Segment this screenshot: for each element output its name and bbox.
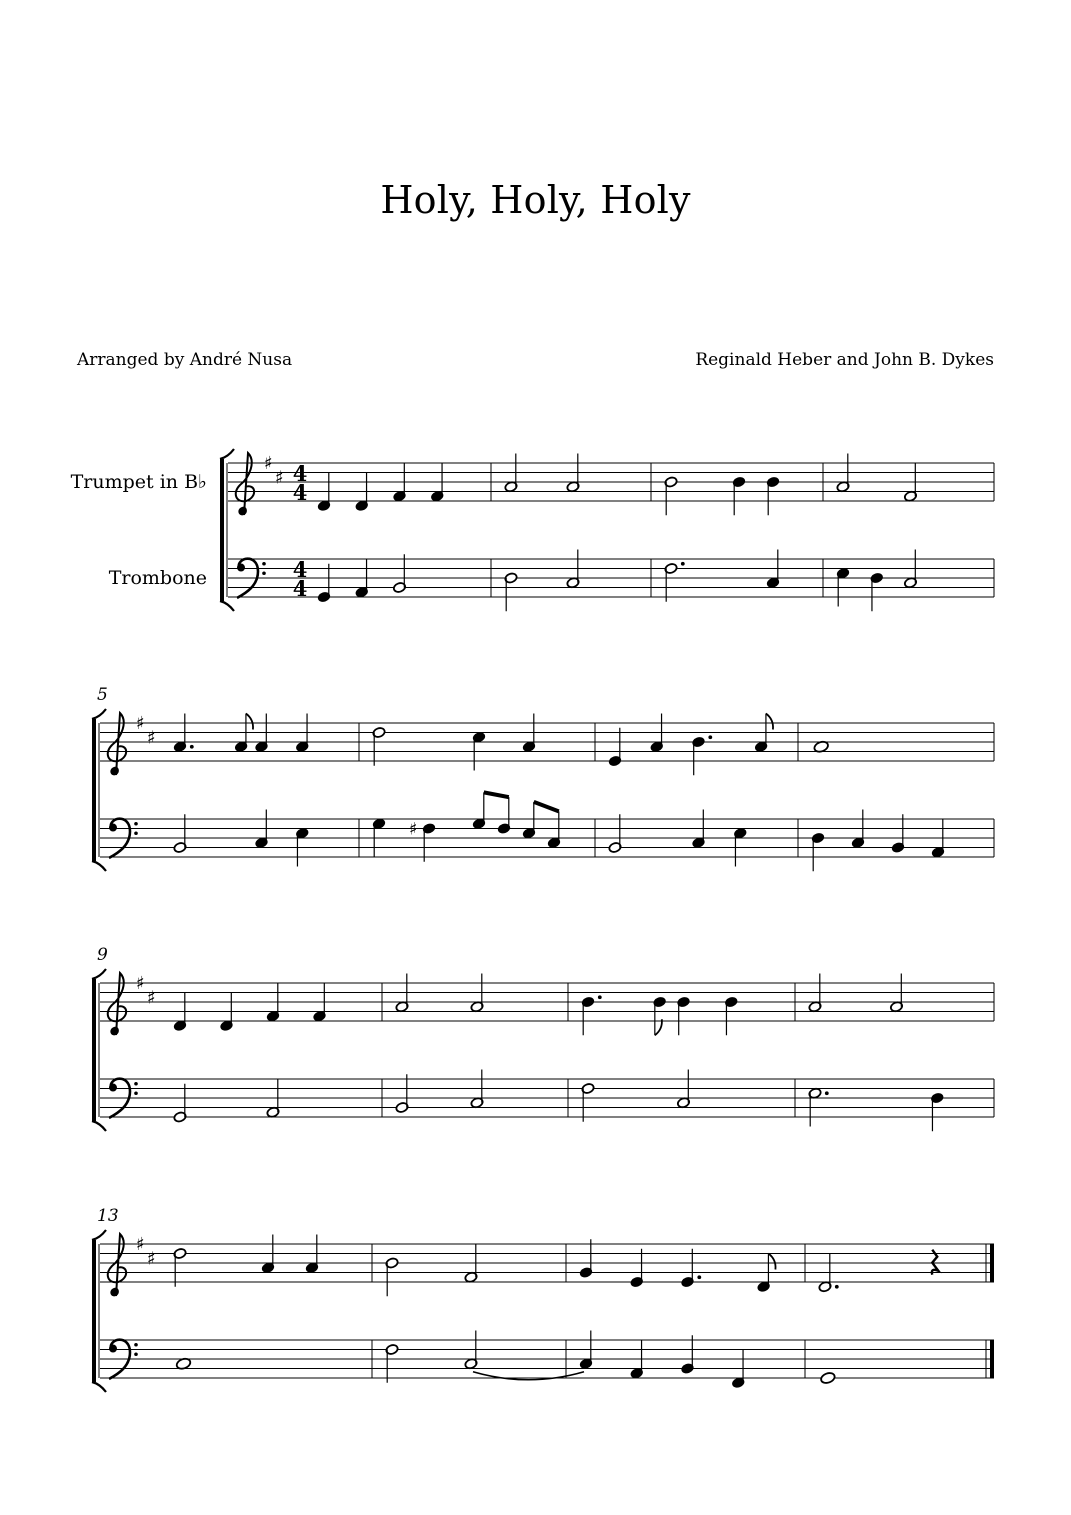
system-bracket-top [220, 449, 234, 459]
treble-clef-icon [108, 973, 126, 1035]
bass-clef-dot [134, 1091, 138, 1095]
system-bracket-top [92, 1230, 106, 1240]
treble-clef-body [108, 1234, 126, 1296]
treble-clef-body [108, 713, 126, 775]
note-flag [246, 714, 253, 730]
treble-clef-tail [110, 1027, 119, 1036]
system-bracket-bottom [92, 1382, 106, 1392]
bass-clef-dot [134, 1082, 138, 1086]
sharp-icon: ♯ [147, 727, 156, 749]
augmentation-dot [598, 995, 602, 999]
note-beam [534, 802, 559, 812]
augmentation-dot [697, 1275, 701, 1279]
system-bracket-top [92, 969, 106, 979]
system-bracket-bottom [92, 1121, 106, 1131]
measure-number: 9 [97, 945, 108, 965]
treble-clef-tail [238, 507, 247, 516]
sharp-icon: ♯ [136, 713, 145, 734]
note-flag [766, 714, 773, 730]
notation [92, 449, 994, 1392]
bass-clef-dot [134, 822, 138, 826]
system-bracket-bottom [220, 601, 234, 611]
bass-clef-dot [134, 1352, 138, 1356]
system-bracket-bottom [92, 861, 106, 871]
treble-clef-tail [110, 1288, 119, 1297]
sharp-icon: ♯ [147, 987, 156, 1009]
measure-number: 13 [97, 1206, 119, 1226]
bass-clef-dot [134, 1343, 138, 1347]
note-flag [768, 1254, 775, 1270]
treble-clef-tail [110, 767, 119, 776]
bass-clef-dot [262, 562, 266, 566]
instrument-label-trumpet: Trumpet in B♭ [70, 471, 207, 493]
augmentation-dot [825, 1091, 829, 1095]
sharp-icon: ♯ [264, 453, 273, 474]
note-beam [484, 792, 509, 797]
sharp-icon: ♯ [275, 467, 284, 489]
treble-clef-icon [108, 713, 126, 775]
treble-clef-body [236, 453, 254, 515]
arranger-credit: Arranged by André Nusa [77, 350, 293, 370]
bass-clef-dot [134, 831, 138, 835]
augmentation-dot [681, 562, 685, 566]
time-signature-numerator: 4 [292, 557, 308, 582]
measure-number: 5 [97, 685, 108, 705]
tie-curve [473, 1372, 584, 1380]
system-bracket-top [92, 709, 106, 719]
treble-clef-icon [236, 453, 254, 515]
augmentation-dot [835, 1285, 839, 1289]
instrument-label-trombone: Trombone [108, 567, 207, 589]
time-signature-denominator: 4 [292, 480, 308, 505]
note-flag [655, 1019, 662, 1035]
bass-clef-dot [262, 571, 266, 575]
page-title: Holy, Holy, Holy [380, 178, 691, 222]
augmentation-dot [190, 745, 194, 749]
augmentation-dot [708, 735, 712, 739]
sharp-icon: ♯ [136, 1234, 145, 1255]
treble-clef-icon [108, 1234, 126, 1296]
composer-credit: Reginald Heber and John B. Dykes [695, 350, 994, 370]
time-signature-denominator: 4 [292, 576, 308, 601]
treble-clef-body [108, 973, 126, 1035]
sharp-icon: ♯ [409, 819, 418, 840]
sharp-icon: ♯ [147, 1248, 156, 1270]
note-head [820, 1371, 836, 1384]
sharp-icon: ♯ [136, 973, 145, 994]
time-signature-numerator: 4 [292, 461, 308, 486]
